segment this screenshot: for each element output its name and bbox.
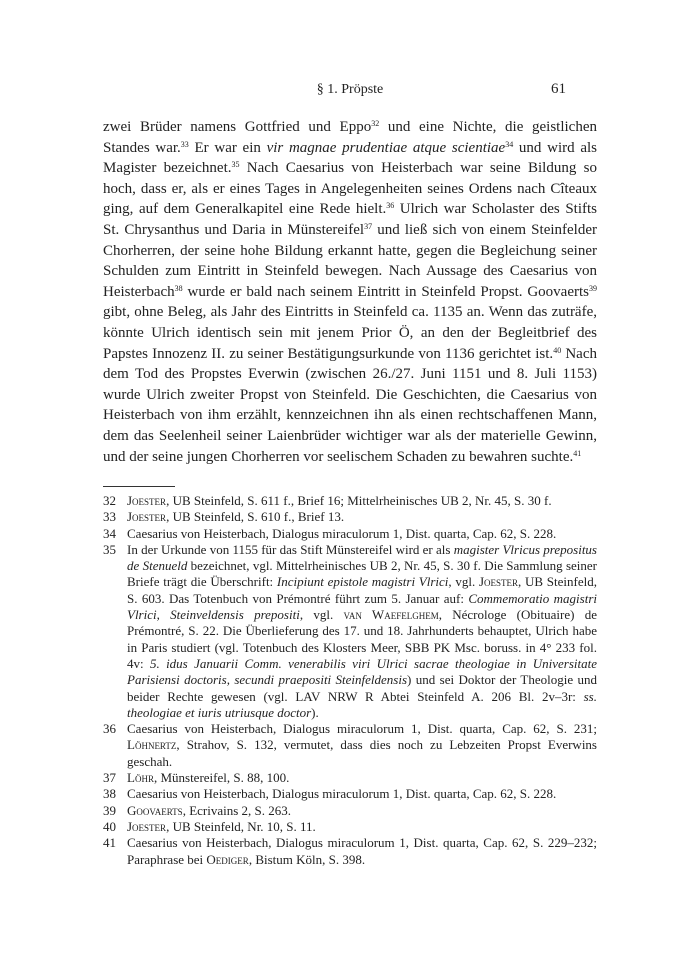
footnote-number: 40 — [103, 818, 116, 834]
text-run: , UB Steinfeld, Nr. 10, S. 11. — [166, 818, 316, 834]
text-run: und wird als Magister bezeichnet. — [103, 139, 598, 177]
text-run: wurde er bald nach seinem Eintritt in Steinfeld Propst. Goovaerts — [182, 283, 589, 300]
text-run: , vgl. — [299, 607, 344, 623]
footnote-41 — [103, 835, 597, 868]
footnote-number: 36 — [103, 721, 116, 737]
footnote-38 — [103, 786, 597, 802]
footnote-text — [127, 493, 597, 509]
latin-quote: Commemoratio magistri Vlrici, Steinveldensis prepositi — [127, 590, 597, 623]
latin-quote: 5. idus Januarii Comm. venerabilis viri Ulrici sacrae theologiae in Universitate Parisiensi doctoris, secundi praepositi Steinfeldensis — [127, 655, 597, 688]
main-paragraph — [103, 117, 597, 467]
footnote-number: 35 — [103, 541, 116, 557]
footnote-text — [127, 819, 597, 835]
text-run: , vgl. — [448, 574, 479, 590]
text-run: bezeichnet, vgl. Mittelrheinisches UB 2, Nr. 45, S. 30 f. Die Sammlung seiner Briefe trägt die Überschrift: — [127, 558, 597, 590]
text-run: zwei Brüder namens Gottfried und Eppo — [103, 119, 372, 135]
text-run: , Strahov, S. 132, vermutet, dass dies noch zu Lebzeiten Propst Everwins geschah. — [127, 737, 597, 769]
text-run: , Nécrologe (Obituaire) de Prémontré, S. 22. Die Überlieferung des 17. und 18. Jahrhunderts behauptet, Ulrich habe in Paris studiert (vgl. Totenbuch des Klosters Meer, SBB PK Msc. boruss. in 4° 233 fol. 4v: — [127, 607, 597, 671]
author-name: Löhnertz — [127, 737, 177, 753]
author-name: Joester — [127, 493, 167, 508]
footnote-ref-37[interactable]: 37 — [364, 221, 373, 231]
footnote-ref-32[interactable]: 32 — [371, 119, 380, 128]
author-name: Joester — [127, 818, 167, 834]
footnote-number: 37 — [103, 770, 116, 786]
footnote-separator — [103, 486, 175, 487]
page-header — [0, 82, 700, 104]
page-number: 61 — [551, 81, 566, 97]
footnote-40 — [103, 819, 597, 835]
footnotes — [103, 493, 597, 868]
text-run: und eine Nichte, die geistlichen Standes war. — [103, 119, 597, 156]
footnote-ref-41[interactable]: 41 — [573, 448, 582, 458]
footnote-32 — [103, 493, 597, 509]
latin-quote: magister Vlricus prepositus de Stenueld — [127, 541, 597, 574]
text-run: , UB Steinfeld, S. 610 f., Brief 13. — [166, 509, 345, 525]
footnote-number: 38 — [103, 786, 116, 802]
footnote-text — [127, 803, 597, 819]
text-run: , Bistum Köln, S. 398. — [248, 851, 366, 867]
footnote-number: 41 — [103, 835, 116, 851]
footnote-text — [127, 721, 597, 770]
text-run: , Münstereifel, S. 88, 100. — [153, 770, 290, 786]
text-run: In der Urkunde von 1155 für das Stift Münstereifel wird er als — [127, 541, 454, 557]
footnote-number: 33 — [103, 509, 116, 525]
author-name: Oediger — [206, 851, 249, 867]
text-run: Er war ein — [188, 139, 267, 156]
footnote-number: 34 — [103, 525, 116, 541]
author-name: Joester — [127, 509, 167, 525]
footnote-35 — [103, 542, 597, 721]
latin-quote: Incipiunt epistole magistri Vlrici — [276, 574, 449, 590]
footnote-text: Caesarius von Heisterbach, Dialogus miraculorum 1, Dist. quarta, Cap. 62, S. 228. — [127, 525, 557, 541]
footnote-33 — [103, 509, 597, 525]
footnote-ref-34[interactable]: 34 — [505, 139, 514, 149]
footnote-text — [127, 542, 597, 721]
text-run: , UB Steinfeld, S. 603. Das Totenbuch von Prémontré führt zum 5. Januar auf: — [127, 574, 597, 606]
footnote-ref-33[interactable]: 33 — [180, 139, 189, 149]
text-run: gibt, ohne Beleg, als Jahr des Eintritts in Steinfeld ca. 1135 an. Wenn das zuträfe, könnte Ulrich identisch sein mit jenem Prior Ö, an den der Begleitbrief des Papstes Innozenz II. zu seiner Bestätigungsurkunde von 1136 gerichtet ist. — [103, 304, 597, 362]
footnote-ref-40[interactable]: 40 — [553, 345, 562, 355]
text-run: Caesarius von Heisterbach, Dialogus miraculorum 1, Dist. quarta, Cap. 62, S. 229–232; Paraphrase bei — [127, 835, 597, 867]
latin-quote: vir magnae prudentiae atque scientiae — [266, 139, 506, 156]
text-run: Nach Caesarius von Heisterbach war seine Bildung so hoch, dass er, als er eines Tages in Angelegenheiten seines Ordens nach Cîteaux ging, auf dem Generalkapitel eine Rede hielt. — [103, 160, 597, 218]
text-run: Caesarius von Heisterbach, Dialogus miraculorum 1, Dist. quarta, Cap. 62, S. 231; — [127, 721, 597, 737]
footnote-37 — [103, 770, 597, 786]
footnote-text — [127, 835, 597, 868]
footnote-number: 32 — [103, 493, 116, 508]
author-name: Löhr — [127, 770, 154, 786]
text-run: ). — [311, 704, 319, 720]
text-run: ) und sei Doktor der Theologie und beider Rechte gewesen (vgl. LAV NRW R Abtei Steinfeld A. 206 Bl. 2v–3r: — [127, 672, 598, 704]
footnote-text — [127, 509, 597, 525]
text-run: Nach dem Tod des Propstes Everwin (zwischen 26./27. Juni 1151 und 8. Juli 1153) wurde Ulrich zweiter Propst von Steinfeld. Die Geschichten, die Caesarius von Heisterbach von ihm erzählt, kennzeichnen ihn als einen rechtschaffenen Mann, dem das Seelenheil seiner Laienbrüder wichtiger war als der materielle Gewinn, und der seine jungen Chorherren vor seelischem Schaden zu bewahren suchte. — [103, 345, 598, 465]
text-run: , Ecrivains 2, S. 263. — [182, 802, 292, 818]
author-name: Goovaerts — [127, 802, 183, 818]
text-run: Ulrich war Scholaster des Stifts St. Chrysanthus und Daria in Münstereifel — [103, 201, 597, 238]
footnote-ref-35[interactable]: 35 — [231, 160, 240, 170]
text-run: und ließ sich von einem Steinfelder Chorherren, der seine hohe Bildung erkannt hatte, gegen die Begleichung seiner Schulden zum Eintritt in Steinfeld bewegen. Nach Aussage des Caesarius von Heisterbach — [103, 221, 597, 300]
footnote-text: Caesarius von Heisterbach, Dialogus miraculorum 1, Dist. quarta, Cap. 62, S. 228. — [127, 786, 557, 802]
footnote-ref-39[interactable]: 39 — [589, 283, 597, 293]
author-name: van Waefelghem — [343, 607, 439, 623]
footnote-ref-38[interactable]: 38 — [174, 283, 183, 293]
latin-quote: ss. theologiae et iuris utriusque doctor — [127, 688, 597, 720]
text-run: , UB Steinfeld, S. 611 f., Brief 16; Mittelrheinisches UB 2, Nr. 45, S. 30 f. — [166, 493, 552, 508]
footnote-34 — [103, 526, 597, 542]
footnote-ref-36[interactable]: 36 — [386, 201, 395, 211]
running-head: § 1. Pröpste — [316, 82, 384, 97]
author-name: Joester — [478, 574, 519, 590]
footnote-36 — [103, 721, 597, 770]
footnote-39 — [103, 803, 597, 819]
paragraph-text — [103, 117, 597, 467]
footnote-text — [127, 770, 597, 786]
footnote-number: 39 — [103, 802, 116, 818]
